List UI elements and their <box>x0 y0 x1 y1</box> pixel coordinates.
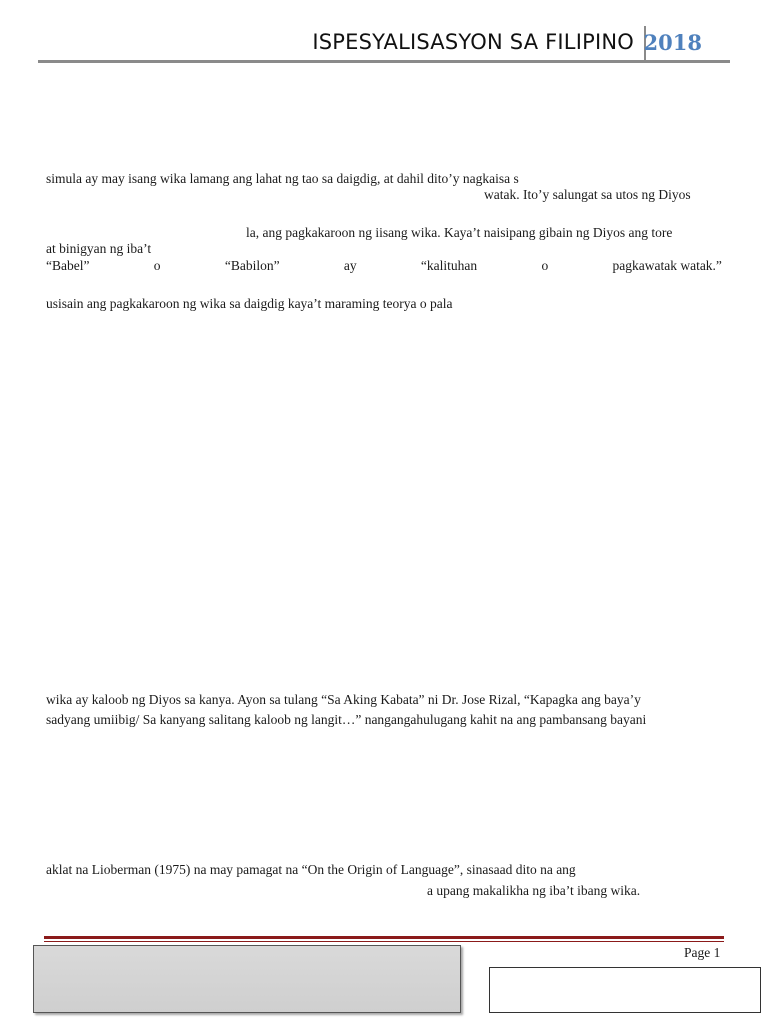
body-line-1: simula ay may isang wika lamang ang lahat ng tao sa daigdig, at dahil dito’y nagkaisa s <box>46 171 519 186</box>
footer-rule <box>44 936 724 939</box>
body-line-5 <box>46 258 722 274</box>
body-line-6: usisain ang pagkakaroon ng wika sa daigdig kaya’t maraming teorya o pala <box>46 296 453 311</box>
body-line-5-word: “Babilon” <box>224 258 280 273</box>
page-number: Page 1 <box>684 945 721 960</box>
header-rule <box>38 60 730 63</box>
body-line-4: at binigyan ng iba’t <box>46 241 152 256</box>
page-header <box>38 26 730 62</box>
body-line-9: aklat na Lioberman (1975) na may pamagat na “On the Origin of Language”, sinasaad dito na ang <box>46 862 576 877</box>
body-line-5-word: pagkawatak watak.” <box>612 258 722 273</box>
body-line-5-word: “Babel” <box>46 258 90 273</box>
body-line-5-word: ay <box>343 258 357 273</box>
body-line-3: la, ang pagkakaroon ng iisang wika. Kaya’t naisipang gibain ng Diyos ang tore <box>246 225 673 240</box>
body-line-5-word: o <box>153 258 161 273</box>
header-title: ISPESYALISASYON SA FILIPINO <box>312 30 634 54</box>
footer-empty-box <box>489 967 761 1013</box>
body-line-7: wika ay kaloob ng Diyos sa kanya. Ayon sa tulang “Sa Aking Kabata” ni Dr. Jose Rizal, “Kapagka ang baya’y <box>46 692 641 707</box>
body-line-5-word: o <box>541 258 549 273</box>
body-line-2: watak. Ito’y salungat sa utos ng Diyos <box>484 187 691 202</box>
footer-shaded-box <box>33 945 461 1013</box>
footer-rule-thin <box>44 941 724 942</box>
body-line-5-word: “kalituhan <box>420 258 478 273</box>
body-line-10: a upang makalikha ng iba’t ibang wika. <box>427 883 641 898</box>
header-year: 2018 <box>643 30 702 55</box>
body-line-8: sadyang umiibig/ Sa kanyang salitang kaloob ng langit…” nangangahulugang kahit na ang pambansang bayani <box>46 712 647 727</box>
